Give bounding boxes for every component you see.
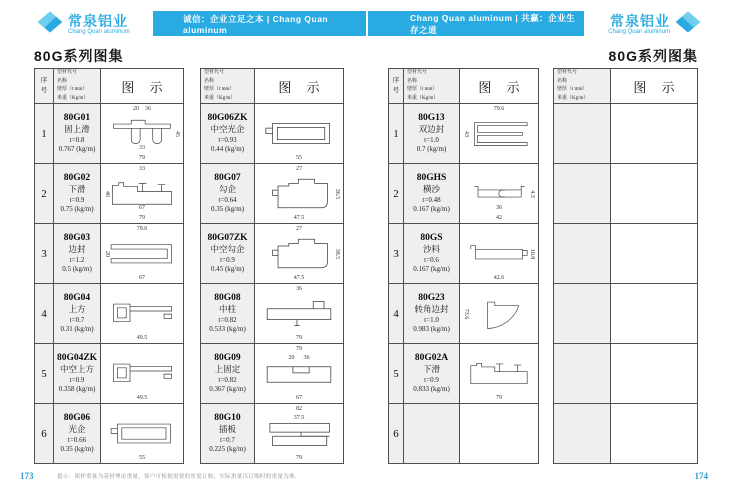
profile-thickness: t=0.64 [218,195,237,204]
profile-diagram [611,164,697,223]
table-row [201,164,344,224]
serial-number: 6 [389,404,404,464]
profile-diagram-cell [460,344,539,404]
profile-thickness: t=0.7 [69,315,85,324]
serial-number: 3 [389,224,404,284]
profile-code: 80G06ZK [207,112,248,123]
profile-name: 沙料 [422,244,440,255]
profile-diagram-cell [101,224,184,284]
column-header-info: 型材代号 名称 壁厚（t mm） 米重（Kg/m） [201,69,255,104]
profile-info-cell [54,104,101,164]
profile-diagram [101,104,183,163]
dimension-label: 47.5 [293,215,305,221]
serial-number: 6 [35,404,54,464]
profile-thickness: t=1.0 [424,135,439,144]
table-row [554,104,698,164]
profile-weight: 0.225 (kg/m) [209,444,246,453]
column-header-diagram: 图 示 [255,69,344,104]
header-banner-right [368,11,584,36]
profile-diagram [101,284,183,343]
profile-weight: 0.75 (kg/m) [60,204,94,213]
dimension-label: 79 [296,346,302,352]
profile-weight: 0.833 (kg/m) [413,384,450,393]
series-title-right: 80G系列图集 [608,48,698,64]
table-header-row [389,69,539,104]
dimension-label: 67 [139,205,145,211]
profile-diagram-cell [611,104,698,164]
profile-code: 80G09 [214,352,241,363]
profile-info-cell [404,164,460,224]
profile-weight: 0.5 (kg/m) [62,264,92,273]
profile-code: 80G07ZK [207,232,248,243]
dimension-label: 27 [296,166,302,172]
profile-table [34,68,184,464]
profile-weight: 0.35 (kg/m) [60,444,94,453]
profile-name: 固上滑 [64,124,90,135]
serial-number: 5 [389,344,404,404]
profile-diagram [460,224,538,283]
dimension-label: 79 [139,155,145,161]
profile-code: 80G01 [63,112,91,123]
profile-code: 80G08 [214,292,241,303]
brand-name-en: Chang Quan aluminum [68,28,130,35]
table-row [389,164,539,224]
dimension-label: 42.6 [493,275,505,281]
profile-weight: 0.167 (kg/m) [413,264,450,273]
profile-code: 80G10 [214,412,241,423]
table-row [35,284,184,344]
profile-thickness: t=0.7 [220,435,235,444]
dimension-label: 33 [139,145,145,151]
profile-diagram-cell [255,104,344,164]
profile-name: 中空勾企 [210,244,245,255]
profile-thickness: t=0.9 [220,255,235,264]
profile-name: 中柱 [218,304,236,315]
profile-diagram [255,344,343,403]
page-number-left: 173 [20,471,34,481]
profile-diagram [460,284,538,343]
header-banner-left [153,11,366,36]
dimension-label: 36.5 [334,188,340,199]
profile-weight: 0.767 (kg/m) [58,144,96,153]
profile-info-cell [404,224,460,284]
dimension-label: 38.5 [334,248,340,259]
dimension-label: 79 [296,335,302,341]
profile-code: 80G03 [63,232,91,243]
banner-right-text: Chang Quan aluminum | 共赢：企业生存之道 [410,12,576,35]
profile-info-cell [404,344,460,404]
profile-name: 中空上方 [59,364,94,375]
serial-number: 3 [35,224,54,284]
profile-diagram-cell [460,224,539,284]
profile-table-right-2 [553,68,697,464]
serial-number: 1 [389,104,404,164]
serial-number: 4 [35,284,54,344]
profile-name: 转角边封 [414,304,449,315]
page-number-right: 174 [694,471,708,481]
profile-code: 80GS [420,232,443,243]
table-row [201,404,344,464]
dimension-label: 79 [139,215,145,221]
dimension-label: 36 [296,286,302,292]
dimension-label: 20 36 [133,106,151,112]
dimension-label: 20 [104,250,110,257]
profile-name: 勾企 [218,184,236,195]
column-header-serial: 序号 [389,69,404,104]
profile-weight: 0.983 (kg/m) [413,324,450,333]
profile-info-cell [54,344,101,404]
profile-diagram [611,104,697,163]
profile-diagram [101,164,183,223]
serial-number: 2 [389,164,404,224]
profile-diagram [611,284,697,343]
profile-diagram [255,284,343,343]
profile-code: 80G04ZK [56,352,98,363]
profile-thickness: t=0.9 [69,375,85,384]
profile-diagram [255,404,343,463]
profile-info-cell [201,404,255,464]
profile-thickness: t=0.8 [69,135,85,144]
profile-code: 80G23 [418,292,445,303]
profile-info-cell [201,284,255,344]
profile-diagram-cell [460,404,539,464]
serial-number: 2 [35,164,54,224]
profile-info-cell [201,104,255,164]
profile-diagram [460,104,538,163]
profile-weight: 0.7 (kg/m) [416,144,447,153]
profile-info-cell [54,404,101,464]
table-row [389,224,539,284]
brand-logo-left [36,9,130,40]
profile-code: 80G02 [63,172,91,183]
profile-name: 边封 [68,244,86,255]
profile-info-cell [554,224,611,284]
dimension-label: 73.6 [463,308,469,319]
dimension-label: 20 36 [288,355,310,361]
dimension-label: 42 [496,215,502,221]
dimension-label: 46 [104,190,110,197]
dimension-label: 10.8 [529,248,535,259]
profile-code: 80G13 [418,112,445,123]
table-row [389,344,539,404]
profile-name: 中空光企 [210,124,245,135]
profile-name: 下滑 [422,364,440,375]
diamond-logo-icon [674,9,702,40]
table-row [201,224,344,284]
series-title-left: 80G系列图集 [34,48,124,64]
table-row [35,164,184,224]
dimension-label: 79.6 [136,226,148,232]
profile-info-cell [554,104,611,164]
profile-code: 80G04 [63,292,91,303]
dimension-label: 4.3 [529,189,535,198]
serial-number: 1 [35,104,54,164]
table-row [201,344,344,404]
profile-thickness: t=0.82 [218,375,237,384]
profile-weight: 0.45 (kg/m) [210,264,245,273]
profile-thickness: t=1.0 [424,315,439,324]
profile-diagram [611,224,697,283]
profile-table-left-1 [34,68,183,464]
table-row [554,404,698,464]
dimension-label: 55 [139,455,145,461]
column-header-diagram: 图 示 [460,69,539,104]
banner-left-text: 诚信：企业立足之本 | Chang Quan aluminum [183,13,329,35]
profile-diagram [460,164,538,223]
profile-name: 上方 [68,304,86,315]
profile-diagram-cell [611,404,698,464]
profile-diagram-cell [101,404,184,464]
profile-thickness: t=0.66 [67,435,87,444]
profile-info-cell [201,224,255,284]
table-row [554,164,698,224]
profile-diagram-cell [255,164,344,224]
table-header-row [554,69,698,104]
profile-diagram [460,344,538,403]
profile-table-right-1 [388,68,538,464]
profile-diagram-cell [255,284,344,344]
profile-weight: 0.35 (kg/m) [210,204,245,213]
dimension-label: 55 [296,155,302,161]
profile-table [553,68,698,464]
profile-info-cell [201,344,255,404]
dimension-label: 27 [296,226,302,232]
profile-diagram-cell [611,344,698,404]
profile-info-cell [404,284,460,344]
dimension-label: 36 [496,205,502,211]
column-header-info: 型材代号 名称 壁厚（t mm） 米重（Kg/m） [554,69,611,104]
profile-diagram [255,104,343,163]
serial-number: 5 [35,344,54,404]
profile-diagram-cell [611,224,698,284]
profile-info-cell [404,104,460,164]
profile-info-cell [54,224,101,284]
profile-name: 横沙 [422,184,440,195]
profile-name: 下滑 [68,184,86,195]
profile-thickness: t=0.48 [422,195,441,204]
profile-diagram-cell [255,224,344,284]
profile-thickness: t=0.9 [69,195,85,204]
dimension-label: 79 [496,395,502,401]
profile-diagram-cell [255,404,344,464]
profile-info-cell [54,164,101,224]
profile-diagram [611,404,697,463]
dimension-label: 43 [463,130,469,137]
dimension-label: 37.5 [293,415,305,421]
table-row [389,404,539,464]
profile-info-cell [554,344,611,404]
dimension-label: 67 [139,275,145,281]
footer-note: 提示：图样重量为基材理论重量，客户可根据需要的厚度订购，实际重量以订购时的重量为准。 [57,474,301,480]
table-row [201,284,344,344]
profile-thickness: t=0.9 [424,375,439,384]
profile-name: 光企 [68,424,86,435]
profile-weight: 0.358 (kg/m) [58,384,96,393]
dimension-label: 79 [296,455,302,461]
profile-info-cell [554,164,611,224]
column-header-info: 型材代号 名称 壁厚（t mm） 米重（Kg/m） [54,69,101,104]
brand-name-cn: 常泉铝业 [610,13,670,29]
profile-diagram-cell [460,164,539,224]
column-header-info: 型材代号 名称 壁厚（t mm） 米重（Kg/m） [404,69,460,104]
table-header-row [35,69,184,104]
brand-logo-right [608,9,702,40]
profile-diagram-cell [611,284,698,344]
profile-diagram-cell [101,284,184,344]
profile-name: 上固定 [214,364,241,375]
profile-weight: 0.367 (kg/m) [209,384,246,393]
dimension-label: 49.5 [136,395,148,401]
dimension-label: 67 [296,395,302,401]
profile-table [388,68,539,464]
profile-info-cell [201,164,255,224]
profile-code: 80G07 [214,172,241,183]
serial-number: 4 [389,284,404,344]
dimension-label: 49.5 [136,335,148,341]
dimension-label: 33 [139,166,145,172]
brand-name-en: Chang Quan aluminum [608,28,670,35]
table-row [35,224,184,284]
table-row [389,104,539,164]
profile-thickness: t=0.6 [424,255,439,264]
profile-code: 80G06 [63,412,91,423]
profile-diagram [611,344,697,403]
profile-diagram-cell [255,344,344,404]
profile-weight: 0.44 (kg/m) [210,144,245,153]
profile-diagram-cell [101,104,184,164]
profile-diagram [101,344,183,403]
profile-info-cell [54,284,101,344]
table-row [389,284,539,344]
profile-table [200,68,344,464]
table-row [554,284,698,344]
profile-thickness: t=1.2 [69,255,85,264]
dimension-label: 79.6 [493,106,505,112]
column-header-serial: 序号 [35,69,54,104]
profile-weight: 0.31 (kg/m) [60,324,94,333]
profile-diagram [101,224,183,283]
profile-name: 双边封 [418,124,445,135]
brand-name-cn: 常泉铝业 [68,13,128,29]
diamond-logo-icon [36,9,64,40]
dimension-label: 45 [174,130,180,137]
profile-weight: 0.533 (kg/m) [209,324,246,333]
profile-info-cell [554,284,611,344]
profile-table-left-2 [200,68,343,464]
profile-diagram-cell [460,104,539,164]
profile-diagram-cell [101,344,184,404]
profile-diagram [460,404,538,463]
column-header-diagram: 图 示 [101,69,184,104]
profile-info-cell [554,404,611,464]
profile-thickness: t=0.82 [218,315,237,324]
profile-code: 80G02A [414,352,449,363]
profile-thickness: t=0.93 [218,135,237,144]
profile-diagram-cell [101,164,184,224]
table-row [554,344,698,404]
column-header-diagram: 图 示 [611,69,698,104]
profile-diagram [255,164,343,223]
profile-name: 插板 [218,424,236,435]
profile-code: 80GHS [416,172,447,183]
table-header-row [201,69,344,104]
profile-weight: 0.167 (kg/m) [413,204,450,213]
profile-diagram-cell [611,164,698,224]
table-row [35,344,184,404]
table-row [554,224,698,284]
profile-diagram-cell [460,284,539,344]
profile-info-cell [404,404,460,464]
profile-diagram [255,224,343,283]
table-row [35,404,184,464]
dimension-label: 47.5 [293,275,305,281]
dimension-label: 82 [296,406,302,412]
table-row [35,104,184,164]
table-row [201,104,344,164]
profile-diagram [101,404,183,463]
